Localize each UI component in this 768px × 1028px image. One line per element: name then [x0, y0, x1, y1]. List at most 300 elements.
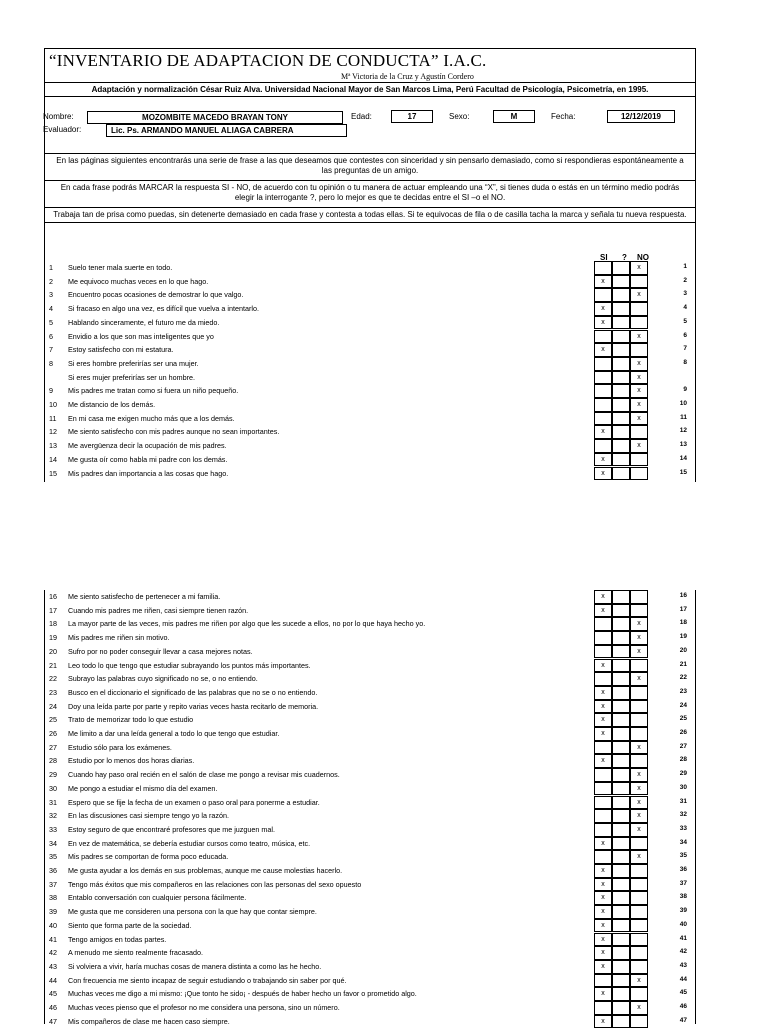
list-item	[45, 713, 695, 727]
item-text: Muchas veces me digo a mi mismo: ¡Que tonto he sido¡ - después de haber hecho un favor o prometido algo.	[68, 989, 417, 999]
list-item	[45, 741, 695, 755]
instruction-3: Trabaja tan de prisa como puedas, sin detenerte demasiado en cada frase y contesta a todas ellas. Si te equivocas de fila o de casilla tacha la marca y señala tu nueva respuesta.	[45, 207, 695, 223]
adaptation-line: Adaptación y normalización César Ruiz Alva. Universidad Nacional Mayor de San Marcos Lima, Perú Facultad de Psicología, Psicometría, en 1995.	[45, 82, 695, 97]
answer-cell-si[interactable]: x	[594, 275, 612, 289]
item-text: A menudo me siento realmente fracasado.	[68, 948, 204, 958]
item-number: 37	[49, 879, 57, 889]
list-item	[45, 700, 695, 714]
answer-cell-q[interactable]	[612, 1015, 630, 1028]
list-item	[45, 864, 695, 878]
answer-cell-no[interactable]	[630, 960, 648, 974]
answer-cell-no[interactable]: x	[630, 357, 648, 371]
answer-cell-si[interactable]	[594, 261, 612, 275]
answer-cell-q[interactable]	[612, 467, 630, 481]
answer-cell-si[interactable]	[594, 371, 612, 385]
list-item	[45, 453, 695, 467]
answer-cell-q[interactable]	[612, 453, 630, 467]
answer-cell-si[interactable]: x	[594, 933, 612, 947]
item-ref-number: 20	[679, 646, 687, 654]
answer-cell-no[interactable]	[630, 919, 648, 933]
answer-cell-si[interactable]	[594, 741, 612, 755]
list-item	[45, 412, 695, 426]
answer-cell-si[interactable]	[594, 768, 612, 782]
list-item	[45, 617, 695, 631]
answer-cell-si[interactable]	[594, 384, 612, 398]
item-text: Suelo tener mala suerte en todo.	[68, 263, 173, 272]
answer-cell-q[interactable]	[612, 987, 630, 1001]
answer-cell-q[interactable]	[612, 960, 630, 974]
answer-cell-si[interactable]	[594, 288, 612, 302]
item-text: Mis compañeros de clase me hacen caso siempre.	[68, 1016, 230, 1026]
answer-cell-si[interactable]: x	[594, 686, 612, 700]
edad-field[interactable]: 17	[391, 110, 433, 123]
answer-cell-q[interactable]	[612, 782, 630, 796]
answer-cell-si[interactable]: x	[594, 987, 612, 1001]
list-item	[45, 384, 695, 398]
item-ref-number: 43	[679, 961, 687, 969]
item-ref-number: 30	[679, 783, 687, 791]
answer-cell-q[interactable]	[612, 1001, 630, 1015]
list-item	[45, 878, 695, 892]
item-ref-number: 22	[679, 674, 687, 682]
item-number: 29	[49, 770, 57, 780]
list-item	[45, 659, 695, 673]
item-ref-number: 7	[683, 345, 687, 353]
list-item	[45, 933, 695, 947]
answer-cell-q[interactable]	[612, 412, 630, 426]
item-number: 33	[49, 824, 57, 834]
answer-cell-si[interactable]	[594, 645, 612, 659]
answer-cell-q[interactable]	[612, 425, 630, 439]
answer-cell-no[interactable]: x	[630, 823, 648, 837]
answer-cell-si[interactable]	[594, 1001, 612, 1015]
answer-cell-si[interactable]	[594, 439, 612, 453]
item-text: Sufro por no poder conseguir llevar a casa mejores notas.	[68, 646, 253, 656]
answer-cell-no[interactable]: x	[630, 371, 648, 385]
item-text: Leo todo lo que tengo que estudiar subrayando los puntos más importantes.	[68, 660, 311, 670]
item-number: 4	[49, 304, 53, 314]
answer-cell-no[interactable]	[630, 604, 648, 618]
answer-cell-si[interactable]	[594, 330, 612, 344]
list-item	[45, 919, 695, 933]
item-number: 18	[49, 619, 57, 629]
item-ref-number: 4	[683, 304, 687, 312]
answer-cell-q[interactable]	[612, 850, 630, 864]
instruction-2: En cada frase podrás MARCAR la respuesta SI - NO, de acuerdo con tu opinión o tu manera de actuar empleando una “X”, si tienes duda o estás en un término medio podrás elegir la interrogante ?, pero lo mejor es que te decidas entre el SI –o el NO.	[45, 180, 695, 205]
answer-cell-si[interactable]: x	[594, 919, 612, 933]
answer-cell-si[interactable]: x	[594, 700, 612, 714]
answer-cell-si[interactable]	[594, 631, 612, 645]
answer-cell-no[interactable]	[630, 425, 648, 439]
answer-cell-no[interactable]: x	[630, 261, 648, 275]
answer-cell-no[interactable]: x	[630, 672, 648, 686]
item-number: 7	[49, 345, 53, 355]
answer-cell-si[interactable]: x	[594, 837, 612, 851]
list-item	[45, 1001, 695, 1015]
item-text: Si eres hombre preferirías ser una mujer.	[68, 358, 199, 368]
answer-cell-q[interactable]	[612, 891, 630, 905]
list-item	[45, 686, 695, 700]
list-item	[45, 302, 695, 316]
item-number: 16	[49, 592, 57, 601]
answer-cell-no[interactable]	[630, 713, 648, 727]
answer-cell-si[interactable]: x	[594, 891, 612, 905]
answer-cell-q[interactable]	[612, 727, 630, 741]
item-number: 2	[49, 276, 53, 286]
list-item	[45, 631, 695, 645]
list-item	[45, 837, 695, 851]
answer-cell-si[interactable]	[594, 850, 612, 864]
list-item	[45, 604, 695, 618]
item-number: 28	[49, 756, 57, 766]
item-ref-number: 32	[679, 811, 687, 819]
answer-cell-si[interactable]: x	[594, 453, 612, 467]
sexo-label: Sexo:	[449, 112, 470, 121]
item-ref-number: 25	[679, 715, 687, 723]
item-number: 47	[49, 1016, 57, 1026]
form-page-1	[44, 48, 696, 482]
answer-cell-no[interactable]	[630, 686, 648, 700]
answer-cell-no[interactable]	[630, 837, 648, 851]
answer-cell-q[interactable]	[612, 837, 630, 851]
answer-cell-no[interactable]: x	[630, 741, 648, 755]
item-text: Siento que forma parte de la sociedad.	[68, 920, 192, 930]
answer-cell-q[interactable]	[612, 645, 630, 659]
list-item	[45, 261, 695, 275]
answer-cell-si[interactable]	[594, 823, 612, 837]
answer-cell-si[interactable]: x	[594, 590, 612, 604]
item-number: 8	[49, 358, 53, 368]
answer-cell-q[interactable]	[612, 357, 630, 371]
answer-cell-no[interactable]	[630, 891, 648, 905]
item-number: 27	[49, 742, 57, 752]
item-number: 11	[49, 413, 57, 423]
item-ref-number: 38	[679, 893, 687, 901]
item-number: 26	[49, 729, 57, 738]
answer-cell-q[interactable]	[612, 604, 630, 618]
answer-cell-no[interactable]	[630, 590, 648, 604]
item-text: Busco en el diccionario el significado de las palabras que no se o no entiendo.	[68, 687, 318, 697]
item-number: 46	[49, 1003, 57, 1012]
answer-cell-q[interactable]	[612, 330, 630, 344]
answer-cell-q[interactable]	[612, 686, 630, 700]
item-ref-number: 29	[679, 770, 687, 778]
item-ref-number: 10	[679, 400, 687, 407]
answer-cell-q[interactable]	[612, 878, 630, 892]
answer-cell-q[interactable]	[612, 768, 630, 782]
item-ref-number: 18	[679, 619, 687, 627]
answer-cell-si[interactable]	[594, 357, 612, 371]
answer-cell-q[interactable]	[612, 384, 630, 398]
answer-cell-no[interactable]	[630, 754, 648, 768]
item-number: 15	[49, 468, 57, 478]
answer-cell-no[interactable]: x	[630, 796, 648, 810]
item-number: 32	[49, 811, 57, 821]
item-text: Envidio a los que son mas inteligentes que yo	[68, 331, 214, 341]
item-number: 13	[49, 441, 57, 451]
item-text: Me gusta que me consideren una persona con la que hay que contar siempre.	[68, 907, 317, 917]
answer-cell-si[interactable]: x	[594, 905, 612, 919]
answer-cell-q[interactable]	[612, 700, 630, 714]
answer-cell-q[interactable]	[612, 809, 630, 823]
answer-cell-si[interactable]: x	[594, 713, 612, 727]
item-ref-number: 26	[679, 729, 687, 736]
item-number: 23	[49, 687, 57, 697]
item-number: 40	[49, 920, 57, 930]
nombre-field[interactable]: MOZOMBITE MACEDO BRAYAN TONY	[87, 111, 343, 124]
list-item	[45, 768, 695, 782]
sexo-field[interactable]: M	[493, 110, 535, 123]
item-ref-number: 36	[679, 866, 687, 873]
answer-cell-q[interactable]	[612, 823, 630, 837]
answer-cell-no[interactable]: x	[630, 412, 648, 426]
answer-cell-q[interactable]	[612, 905, 630, 919]
item-text: Estoy seguro de que encontraré profesores que me juzguen mal.	[68, 824, 275, 834]
item-ref-number: 5	[683, 317, 687, 325]
answer-cell-q[interactable]	[612, 796, 630, 810]
answer-cell-no[interactable]: x	[630, 809, 648, 823]
answer-cell-no[interactable]	[630, 1015, 648, 1028]
answer-cell-no[interactable]: x	[630, 330, 648, 344]
answer-cell-no[interactable]: x	[630, 398, 648, 412]
answer-cell-no[interactable]	[630, 933, 648, 947]
list-item	[45, 850, 695, 864]
answer-cell-q[interactable]	[612, 371, 630, 385]
item-number: 38	[49, 893, 57, 903]
list-item	[45, 439, 695, 453]
item-text: Muchas veces pienso que el profesor no me considera una persona, sino un número.	[68, 1003, 340, 1012]
item-number: 22	[49, 674, 57, 684]
answer-cell-no[interactable]	[630, 659, 648, 673]
answer-cell-si[interactable]	[594, 672, 612, 686]
item-number: 5	[49, 317, 53, 327]
fecha-field[interactable]: 12/12/2019	[607, 110, 675, 123]
item-text: Trato de memorizar todo lo que estudio	[68, 715, 194, 725]
answer-cell-no[interactable]: x	[630, 439, 648, 453]
list-item	[45, 343, 695, 357]
answer-cell-q[interactable]	[612, 343, 630, 357]
answer-cell-q[interactable]	[612, 919, 630, 933]
answer-cell-q[interactable]	[612, 316, 630, 330]
item-text: Estudio sólo para los exámenes.	[68, 742, 172, 752]
evaluador-label: Evaluador:	[43, 125, 82, 134]
item-ref-number: 47	[679, 1016, 687, 1024]
item-number: 21	[49, 660, 57, 670]
col-header-no: NO	[637, 253, 649, 262]
answer-cell-no[interactable]	[630, 727, 648, 741]
item-number: 25	[49, 715, 57, 725]
item-text: Me distancio de los demás.	[68, 400, 156, 409]
item-ref-number: 9	[683, 386, 687, 394]
item-text: En mi casa me exigen mucho más que a los demás.	[68, 413, 235, 423]
answer-cell-si[interactable]: x	[594, 604, 612, 618]
answer-cell-q[interactable]	[612, 946, 630, 960]
fecha-label: Fecha:	[551, 112, 576, 121]
answer-cell-no[interactable]	[630, 316, 648, 330]
answer-cell-si[interactable]: x	[594, 425, 612, 439]
item-text: Si fracaso en algo una vez, es difícil que vuelva a intentarlo.	[68, 304, 259, 314]
authors-line: Mª Victoria de la Cruz y Agustín Cordero	[341, 72, 474, 81]
item-ref-number: 34	[679, 838, 687, 846]
answer-cell-si[interactable]	[594, 796, 612, 810]
answer-cell-q[interactable]	[612, 617, 630, 631]
item-ref-number: 45	[679, 989, 687, 997]
answer-cell-no[interactable]: x	[630, 782, 648, 796]
answer-cell-q[interactable]	[612, 741, 630, 755]
item-ref-number: 42	[679, 948, 687, 956]
answer-cell-si[interactable]: x	[594, 467, 612, 481]
item-number: 17	[49, 605, 57, 615]
answer-cell-no[interactable]: x	[630, 974, 648, 988]
item-text: La mayor parte de las veces, mis padres me riñen por algo que les sucede a ellos, no por lo que haya hecho yo.	[68, 619, 426, 629]
evaluador-field[interactable]: Lic. Ps. ARMANDO MANUEL ALIAGA CABRERA	[106, 124, 347, 137]
item-number: 3	[49, 290, 53, 300]
item-text: Con frecuencia me siento incapaz de seguir estudiando o trabajando sin saber por qué.	[68, 975, 347, 985]
answer-cell-q[interactable]	[612, 288, 630, 302]
item-text: Me siento satisfecho de pertenecer a mi familia.	[68, 592, 221, 601]
answer-cell-si[interactable]: x	[594, 316, 612, 330]
col-header-unsure: ?	[622, 253, 627, 262]
answer-cell-no[interactable]	[630, 302, 648, 316]
answer-cell-q[interactable]	[612, 590, 630, 604]
list-item	[45, 782, 695, 796]
answer-cell-no[interactable]	[630, 467, 648, 481]
item-text: Cuando hay paso oral recién en el salón de clase me pongo a revisar mis cuadernos.	[68, 770, 340, 780]
item-text: Estudio por lo menos dos horas diarias.	[68, 756, 195, 766]
answer-cell-q[interactable]	[612, 864, 630, 878]
item-ref-number: 21	[679, 660, 687, 668]
answer-cell-q[interactable]	[612, 439, 630, 453]
answer-cell-no[interactable]: x	[630, 288, 648, 302]
item-ref-number: 33	[679, 824, 687, 832]
list-item	[45, 754, 695, 768]
col-header-si: SI	[600, 253, 608, 262]
answer-cell-q[interactable]	[612, 754, 630, 768]
item-ref-number: 44	[679, 975, 687, 983]
answer-cell-no[interactable]	[630, 905, 648, 919]
item-number: 43	[49, 961, 57, 971]
item-ref-number: 46	[679, 1003, 687, 1010]
item-ref-number: 27	[679, 742, 687, 750]
list-item	[45, 727, 695, 741]
item-text: Me pongo a estudiar el mismo día del examen.	[68, 783, 218, 793]
answer-cell-q[interactable]	[612, 302, 630, 316]
item-text: Me gusta oír como habla mi padre con los demás.	[68, 454, 228, 464]
answer-cell-si[interactable]: x	[594, 343, 612, 357]
item-text: Si eres mujer preferirías ser un hombre.	[68, 372, 196, 382]
item-number: 39	[49, 907, 57, 917]
item-text: En las discusiones casi siempre tengo yo la razón.	[68, 811, 230, 821]
list-item	[45, 960, 695, 974]
item-ref-number: 3	[683, 290, 687, 298]
answer-cell-q[interactable]	[612, 933, 630, 947]
answer-cell-no[interactable]: x	[630, 850, 648, 864]
answer-cell-no[interactable]: x	[630, 645, 648, 659]
item-text: Me siento satisfecho con mis padres aunque no sean importantes.	[68, 427, 280, 437]
answer-cell-no[interactable]: x	[630, 617, 648, 631]
item-text: Entablo conversación con cualquier persona fácilmente.	[68, 893, 247, 903]
answer-cell-no[interactable]: x	[630, 631, 648, 645]
answer-cell-q[interactable]	[612, 261, 630, 275]
list-item	[45, 371, 695, 385]
item-text: Cuando mis padres me riñen, casi siempre tienen razón.	[68, 605, 249, 615]
item-ref-number: 35	[679, 852, 687, 860]
item-ref-number: 39	[679, 907, 687, 915]
answer-cell-si[interactable]: x	[594, 864, 612, 878]
list-item	[45, 1015, 695, 1028]
answer-cell-q[interactable]	[612, 631, 630, 645]
list-item	[45, 590, 695, 604]
answer-cell-q[interactable]	[612, 672, 630, 686]
answer-cell-si[interactable]: x	[594, 878, 612, 892]
answer-cell-no[interactable]	[630, 343, 648, 357]
answer-cell-no[interactable]	[630, 453, 648, 467]
answer-cell-si[interactable]: x	[594, 960, 612, 974]
answer-cell-si[interactable]: x	[594, 727, 612, 741]
answer-cell-si[interactable]	[594, 617, 612, 631]
item-ref-number: 13	[679, 441, 687, 449]
list-item	[45, 823, 695, 837]
item-text: Me gusta ayudar a los demás en sus problemas, aunque me cause molestias hacerlo.	[68, 866, 343, 875]
answer-cell-no[interactable]: x	[630, 384, 648, 398]
answer-cell-q[interactable]	[612, 974, 630, 988]
answer-cell-q[interactable]	[612, 398, 630, 412]
answer-cell-si[interactable]	[594, 809, 612, 823]
answer-cell-si[interactable]	[594, 398, 612, 412]
answer-cell-q[interactable]	[612, 275, 630, 289]
answer-cell-si[interactable]	[594, 974, 612, 988]
item-ref-number: 6	[683, 331, 687, 339]
answer-cell-no[interactable]	[630, 987, 648, 1001]
item-text: Espero que se fije la fecha de un examen o paso oral para ponerme a estudiar.	[68, 797, 320, 807]
answer-cell-si[interactable]: x	[594, 659, 612, 673]
item-number: 42	[49, 948, 57, 958]
item-number: 34	[49, 838, 57, 848]
answer-cell-no[interactable]	[630, 275, 648, 289]
list-item	[45, 330, 695, 344]
item-text: Tengo más éxitos que mis compañeros en las relaciones con las personas del sexo opuesto	[68, 879, 362, 889]
item-text: Estoy satisfecho con mi estatura.	[68, 345, 174, 355]
answer-cell-no[interactable]: x	[630, 768, 648, 782]
answer-cell-si[interactable]: x	[594, 946, 612, 960]
answer-cell-si[interactable]: x	[594, 754, 612, 768]
instruction-1: En las páginas siguientes encontrarás una serie de frase a las que deseamos que contestes con sinceridad y sin pensarlo demasiado, como si respondieras espontáneamente a las preguntas de un amigo.	[45, 153, 695, 178]
list-item	[45, 316, 695, 330]
answer-cell-q[interactable]	[612, 713, 630, 727]
item-ref-number: 41	[679, 934, 687, 942]
answer-cell-si[interactable]: x	[594, 1015, 612, 1028]
answer-cell-no[interactable]	[630, 946, 648, 960]
answer-cell-si[interactable]	[594, 782, 612, 796]
answer-cell-no[interactable]	[630, 700, 648, 714]
list-item	[45, 987, 695, 1001]
answer-cell-no[interactable]	[630, 864, 648, 878]
answer-cell-q[interactable]	[612, 659, 630, 673]
item-number: 30	[49, 783, 57, 793]
list-item	[45, 288, 695, 302]
item-number: 20	[49, 646, 57, 656]
item-number: 41	[49, 934, 57, 944]
answer-cell-si[interactable]	[594, 412, 612, 426]
answer-cell-si[interactable]: x	[594, 302, 612, 316]
item-ref-number: 31	[679, 797, 687, 805]
answer-cell-no[interactable]: x	[630, 1001, 648, 1015]
item-text: Si volviera a vivir, haría muchas cosas de manera distinta a como las he hecho.	[68, 961, 322, 971]
list-item	[45, 467, 695, 481]
list-item	[45, 398, 695, 412]
item-number: 45	[49, 989, 57, 999]
answer-cell-no[interactable]	[630, 878, 648, 892]
